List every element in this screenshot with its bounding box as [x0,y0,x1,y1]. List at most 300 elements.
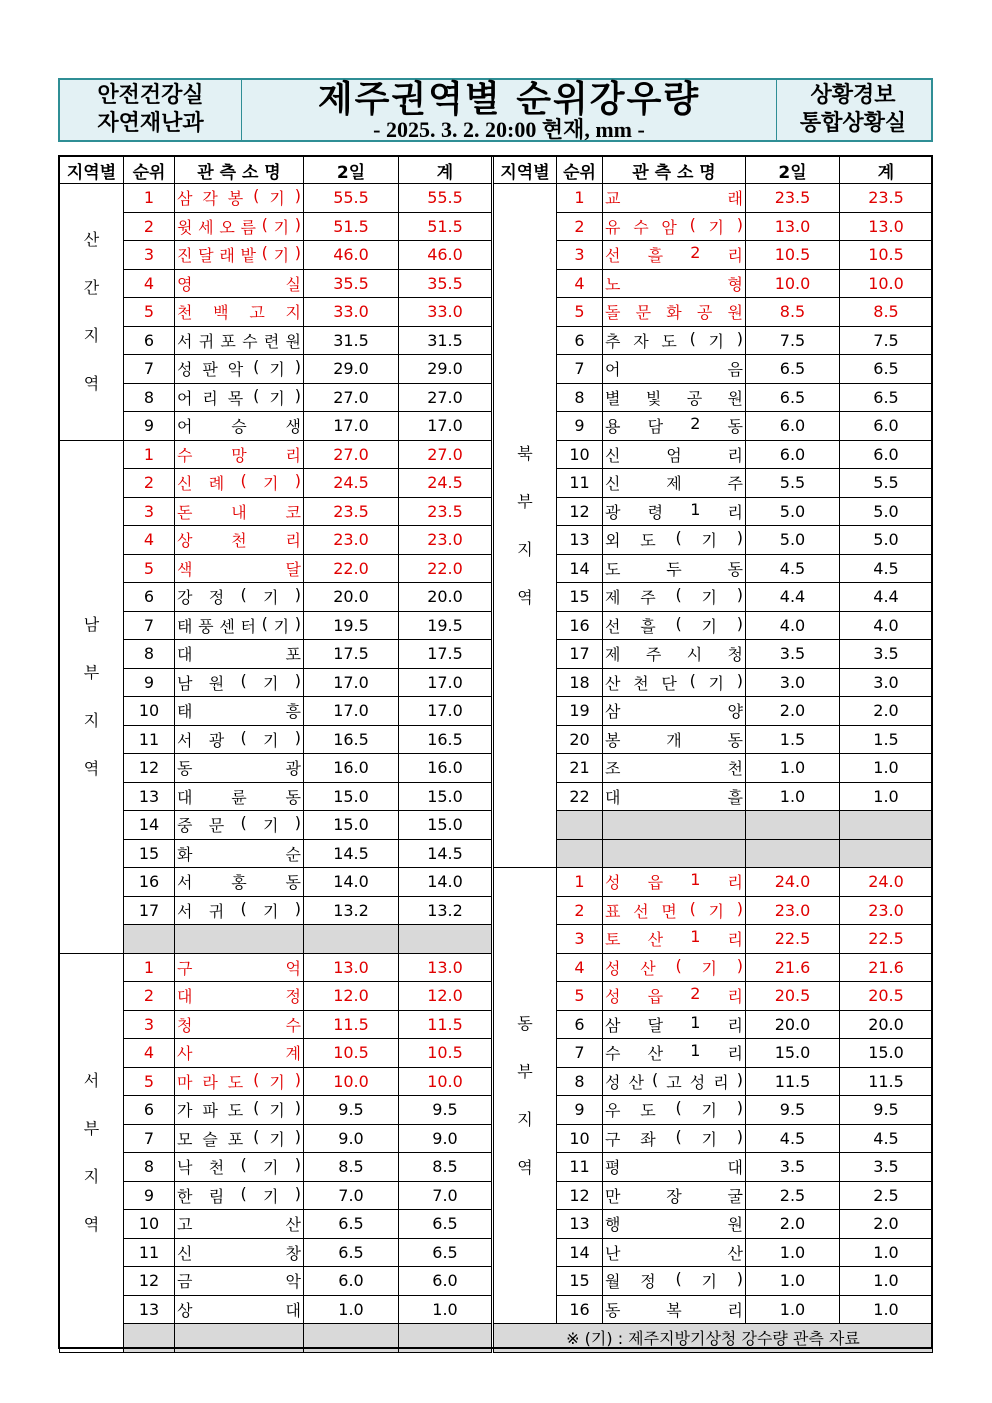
day2-rainfall-cell: 11.5 [746,1067,840,1096]
total-rainfall-cell: 10.0 [840,269,933,298]
rank-cell: 8 [557,383,603,412]
day2-rainfall-cell: 6.5 [304,1238,399,1267]
day2-rainfall-cell: 11.5 [304,1010,399,1039]
total-rainfall-cell: 11.5 [399,1010,492,1039]
station-name: 성 읍 2 리 [605,984,743,1007]
rank-cell: 15 [557,1267,603,1296]
table-row [494,868,933,897]
rank-cell: 5 [557,982,603,1011]
station-name-cell [175,554,304,583]
rank-cell: 12 [124,1267,175,1296]
station-name-cell [175,1267,304,1296]
station-name: 어 음 [605,360,743,380]
station-name-cell [603,868,746,897]
station-name-cell [603,697,746,726]
rank-cell: 5 [124,1067,175,1096]
table-row [60,440,492,469]
station-name: 화 순 [177,844,301,864]
station-name-cell [175,868,304,897]
blank-cell [399,925,492,954]
station-name: 천 백 고 지 [177,303,301,323]
region-name: 북부지역 [517,443,533,607]
station-name-cell [603,1267,746,1296]
table-row [60,1039,492,1068]
blank-cell [840,811,933,840]
station-name-cell [175,1124,304,1153]
day2-rainfall-cell: 51.5 [304,212,399,241]
station-name: 봉 개 동 [605,730,743,750]
table-row [494,212,933,241]
total-rainfall-cell: 12.0 [399,982,492,1011]
station-name: 대 륜 동 [177,787,301,807]
station-name-cell [175,1067,304,1096]
total-rainfall-cell: 14.5 [399,839,492,868]
total-rainfall-cell: 9.5 [840,1096,933,1125]
table-row [494,1181,933,1210]
blank-cell [603,811,746,840]
department-box [60,80,241,140]
table-row [494,668,933,697]
rank-cell: 10 [557,440,603,469]
rank-cell: 16 [124,868,175,897]
station-name-cell [603,640,746,669]
total-rainfall-cell: 1.0 [840,1295,933,1324]
office-line1: 상황경보 [810,83,896,108]
total-rainfall-cell: 3.0 [840,668,933,697]
station-name: 진 달 래 밭 ( 기 ) [177,243,301,266]
rank-cell: 9 [557,1096,603,1125]
header-day2: 2일 [746,157,840,184]
rank-cell: 14 [557,1238,603,1267]
table-row [494,896,933,925]
day2-rainfall-cell: 8.5 [304,1153,399,1182]
total-rainfall-cell: 24.0 [840,868,933,897]
table-row [494,611,933,640]
station-name: 윗 세 오 름 ( 기 ) [177,214,301,237]
day2-rainfall-cell: 10.5 [304,1039,399,1068]
rank-cell: 6 [124,326,175,355]
day2-rainfall-cell: 4.4 [746,583,840,612]
day2-rainfall-cell: 1.5 [746,725,840,754]
total-rainfall-cell: 17.0 [399,412,492,441]
day2-rainfall-cell: 16.0 [304,754,399,783]
right-rainfall-table [493,156,933,1353]
station-name-cell [603,725,746,754]
day2-rainfall-cell: 10.5 [746,241,840,270]
table-row [494,982,933,1011]
rank-cell: 1 [557,184,603,213]
table-row [60,640,492,669]
rank-cell: 14 [557,554,603,583]
header-rank: 순위 [557,157,603,184]
station-name: 동 복 리 [605,1300,743,1320]
rank-cell: 13 [557,1210,603,1239]
total-rainfall-cell: 10.0 [399,1067,492,1096]
total-rainfall-cell: 20.0 [840,1010,933,1039]
day2-rainfall-cell: 1.0 [746,1238,840,1267]
total-rainfall-cell: 5.5 [840,469,933,498]
blank-cell [746,839,840,868]
station-name-cell [603,925,746,954]
region-cell [494,184,557,868]
day2-rainfall-cell: 23.5 [304,497,399,526]
header-station: 관 측 소 명 [603,157,746,184]
total-rainfall-cell: 6.5 [399,1238,492,1267]
rank-cell: 2 [124,982,175,1011]
table-row [60,412,492,441]
station-name: 신 엄 리 [605,445,743,465]
day2-rainfall-cell: 2.5 [746,1181,840,1210]
station-name: 삼 각 봉 ( 기 ) [177,186,301,209]
station-name-cell [175,212,304,241]
total-rainfall-cell: 15.0 [840,1039,933,1068]
rank-cell: 18 [557,668,603,697]
day2-rainfall-cell: 12.0 [304,982,399,1011]
blank-cell [175,1324,304,1353]
station-name-cell [603,1067,746,1096]
department-line1: 안전건강실 [97,83,204,108]
header-day2: 2일 [304,157,399,184]
day2-rainfall-cell: 1.0 [304,1295,399,1324]
total-rainfall-cell: 17.0 [399,668,492,697]
total-rainfall-cell: 15.0 [399,782,492,811]
table-row [60,839,492,868]
rank-cell: 2 [557,212,603,241]
station-name: 대 흘 [605,787,743,807]
rank-cell: 2 [124,212,175,241]
table-row [494,1010,933,1039]
station-name-cell [175,1153,304,1182]
table-row [494,725,933,754]
station-name-cell [175,1039,304,1068]
rank-cell: 2 [557,896,603,925]
rank-cell: 11 [124,1238,175,1267]
table-row [60,497,492,526]
day2-rainfall-cell: 27.0 [304,383,399,412]
total-rainfall-cell: 6.0 [840,412,933,441]
day2-rainfall-cell: 24.0 [746,868,840,897]
station-name-cell [603,469,746,498]
rank-cell: 3 [557,241,603,270]
table-row [494,1039,933,1068]
title-box [241,80,777,140]
table-row [60,1295,492,1324]
day2-rainfall-cell: 13.0 [746,212,840,241]
total-rainfall-cell: 1.0 [840,782,933,811]
station-name: 한 림 ( 기 ) [177,1183,301,1206]
day2-rainfall-cell: 3.5 [746,640,840,669]
table-row [60,1210,492,1239]
day2-rainfall-cell: 31.5 [304,326,399,355]
station-name: 태 풍 센 터 ( 기 ) [177,613,301,636]
total-rainfall-cell: 5.0 [840,497,933,526]
total-rainfall-cell: 14.0 [399,868,492,897]
day2-rainfall-cell: 22.5 [746,925,840,954]
total-rainfall-cell: 9.0 [399,1124,492,1153]
total-rainfall-cell: 1.0 [840,1267,933,1296]
station-name-cell [175,298,304,327]
blank-cell [124,925,175,954]
station-name: 어 리 목 ( 기 ) [177,385,301,408]
region-cell [60,953,124,1352]
header-total: 계 [840,157,933,184]
table-row [60,811,492,840]
day2-rainfall-cell: 2.0 [746,697,840,726]
total-rainfall-cell: 1.0 [840,1238,933,1267]
rank-cell: 9 [124,412,175,441]
day2-rainfall-cell: 23.0 [746,896,840,925]
total-rainfall-cell: 55.5 [399,184,492,213]
station-name-cell [175,725,304,754]
table-row [60,1010,492,1039]
station-name: 도 두 동 [605,559,743,579]
station-name: 돌 문 화 공 원 [605,303,743,323]
station-name: 모 슬 포 ( 기 ) [177,1126,301,1149]
station-name-cell [603,298,746,327]
station-name: 외 도 ( 기 ) [605,528,743,551]
station-name-cell [175,982,304,1011]
day2-rainfall-cell: 29.0 [304,355,399,384]
rank-cell: 13 [124,1295,175,1324]
station-name-cell [603,269,746,298]
rank-cell: 5 [124,554,175,583]
table-row [60,1181,492,1210]
table-row [60,554,492,583]
station-name: 가 파 도 ( 기 ) [177,1098,301,1121]
station-name: 성 산 ( 고 성 리 ) [605,1069,743,1092]
rank-cell: 12 [557,497,603,526]
station-name: 평 대 [605,1158,743,1178]
station-name: 돈 내 코 [177,502,301,522]
table-row [60,1067,492,1096]
station-name-cell [603,982,746,1011]
rank-cell: 14 [124,811,175,840]
day2-rainfall-cell: 17.0 [304,668,399,697]
station-name-cell [175,583,304,612]
rank-cell: 21 [557,754,603,783]
station-name-cell [175,1181,304,1210]
table-row [60,212,492,241]
blank-cell [746,811,840,840]
total-rainfall-cell: 22.0 [399,554,492,583]
station-name: 동 광 [177,759,301,779]
rank-cell: 8 [124,640,175,669]
rank-cell: 3 [124,1010,175,1039]
page-title: 제주권역별 순위강우량 [317,79,701,120]
header-station: 관 측 소 명 [175,157,304,184]
station-name: 상 대 [177,1300,301,1320]
rank-cell: 5 [124,298,175,327]
station-name: 서 귀 ( 기 ) [177,898,301,921]
station-name: 추 자 도 ( 기 ) [605,328,743,351]
station-name-cell [175,896,304,925]
table-row [494,1067,933,1096]
total-rainfall-cell: 15.0 [399,811,492,840]
total-rainfall-cell: 21.6 [840,953,933,982]
total-rainfall-cell: 46.0 [399,241,492,270]
table-row [494,412,933,441]
region-cell [494,868,557,1324]
total-rainfall-cell: 29.0 [399,355,492,384]
total-rainfall-cell: 27.0 [399,383,492,412]
rank-cell: 10 [557,1124,603,1153]
table-row [494,241,933,270]
table-row [60,583,492,612]
station-name: 강 정 ( 기 ) [177,585,301,608]
station-name-cell [603,953,746,982]
day2-rainfall-cell: 15.0 [304,782,399,811]
total-rainfall-cell: 11.5 [840,1067,933,1096]
table-row [494,355,933,384]
rank-cell: 11 [124,725,175,754]
rank-cell: 17 [557,640,603,669]
left-rainfall-table [59,156,492,1353]
table-row [60,868,492,897]
station-name-cell [603,497,746,526]
total-rainfall-cell: 16.0 [399,754,492,783]
rank-cell: 5 [557,298,603,327]
total-rainfall-cell: 51.5 [399,212,492,241]
table-row [60,953,492,982]
total-rainfall-cell: 31.5 [399,326,492,355]
station-name: 유 수 암 ( 기 ) [605,214,743,237]
table-row [60,383,492,412]
day2-rainfall-cell: 19.5 [304,611,399,640]
day2-rainfall-cell: 6.0 [746,412,840,441]
department-line2: 자연재난과 [97,111,204,136]
station-name: 서 귀 포 수 련 원 [177,331,301,351]
rank-cell: 7 [557,1039,603,1068]
day2-rainfall-cell: 7.5 [746,326,840,355]
total-rainfall-cell: 3.5 [840,640,933,669]
day2-rainfall-cell: 15.0 [746,1039,840,1068]
region-cell [60,440,124,953]
station-name-cell [603,1096,746,1125]
station-name-cell [175,1295,304,1324]
blank-cell [603,839,746,868]
total-rainfall-cell: 17.5 [399,640,492,669]
day2-rainfall-cell: 24.5 [304,469,399,498]
table-row [494,1267,933,1296]
rank-cell: 8 [124,1153,175,1182]
table-row [494,298,933,327]
day2-rainfall-cell: 33.0 [304,298,399,327]
station-name: 선 흘 2 리 [605,243,743,266]
rank-cell: 6 [124,583,175,612]
station-name: 산 천 단 ( 기 ) [605,670,743,693]
table-row [494,925,933,954]
station-name-cell [603,896,746,925]
region-name: 동부지역 [517,1013,533,1177]
station-name: 남 원 ( 기 ) [177,670,301,693]
table-row [60,1267,492,1296]
header-rank: 순위 [124,157,175,184]
day2-rainfall-cell: 55.5 [304,184,399,213]
rank-cell: 13 [124,782,175,811]
table-row [494,1096,933,1125]
total-rainfall-cell: 23.0 [399,526,492,555]
rank-cell: 1 [124,953,175,982]
station-name: 토 산 1 리 [605,927,743,950]
blank-cell [304,1324,399,1353]
day2-rainfall-cell: 22.0 [304,554,399,583]
station-name: 낙 천 ( 기 ) [177,1155,301,1178]
station-name: 우 도 ( 기 ) [605,1098,743,1121]
total-rainfall-cell: 1.0 [840,754,933,783]
total-rainfall-cell: 4.5 [840,1124,933,1153]
total-rainfall-cell: 6.5 [840,355,933,384]
station-name-cell [603,1010,746,1039]
station-name-cell [603,1210,746,1239]
blank-cell [557,839,603,868]
table-row [494,782,933,811]
day2-rainfall-cell: 21.6 [746,953,840,982]
table-row [60,1153,492,1182]
station-name: 색 달 [177,559,301,579]
station-name: 용 담 2 동 [605,414,743,437]
rank-cell: 8 [557,1067,603,1096]
station-name: 제 주 시 청 [605,645,743,665]
station-name: 제 주 ( 기 ) [605,585,743,608]
rank-cell: 3 [124,497,175,526]
table-row [60,668,492,697]
station-name: 어 승 생 [177,417,301,437]
rank-cell: 12 [124,754,175,783]
rank-cell: 20 [557,725,603,754]
table-row [60,326,492,355]
total-rainfall-cell: 6.0 [399,1267,492,1296]
station-name-cell [175,1238,304,1267]
station-name: 영 실 [177,274,301,294]
day2-rainfall-cell: 17.5 [304,640,399,669]
rank-cell: 2 [124,469,175,498]
day2-rainfall-cell: 6.5 [746,355,840,384]
table-row [494,526,933,555]
total-rainfall-cell: 7.0 [399,1181,492,1210]
station-name-cell [603,383,746,412]
day2-rainfall-cell: 13.2 [304,896,399,925]
station-name-cell [175,412,304,441]
station-name: 태 흥 [177,702,301,722]
total-rainfall-cell: 20.5 [840,982,933,1011]
station-name-cell [603,1238,746,1267]
table-row [60,241,492,270]
station-name: 삼 달 1 리 [605,1012,743,1035]
table-row [494,1238,933,1267]
station-name-cell [175,469,304,498]
station-name: 삼 양 [605,702,743,722]
table-row [494,440,933,469]
day2-rainfall-cell: 7.0 [304,1181,399,1210]
table-row [60,611,492,640]
day2-rainfall-cell: 4.5 [746,554,840,583]
day2-rainfall-cell: 15.0 [304,811,399,840]
blank-cell [124,1324,175,1353]
station-name-cell [175,526,304,555]
blank-cell [175,925,304,954]
day2-rainfall-cell: 5.0 [746,526,840,555]
rank-cell: 19 [557,697,603,726]
station-name-cell [175,355,304,384]
day2-rainfall-cell: 35.5 [304,269,399,298]
day2-rainfall-cell: 1.0 [746,754,840,783]
total-rainfall-cell: 4.0 [840,611,933,640]
table-row [494,554,933,583]
total-rainfall-cell: 4.4 [840,583,933,612]
station-name: 교 래 [605,189,743,209]
station-name-cell [175,269,304,298]
rank-cell: 4 [124,1039,175,1068]
